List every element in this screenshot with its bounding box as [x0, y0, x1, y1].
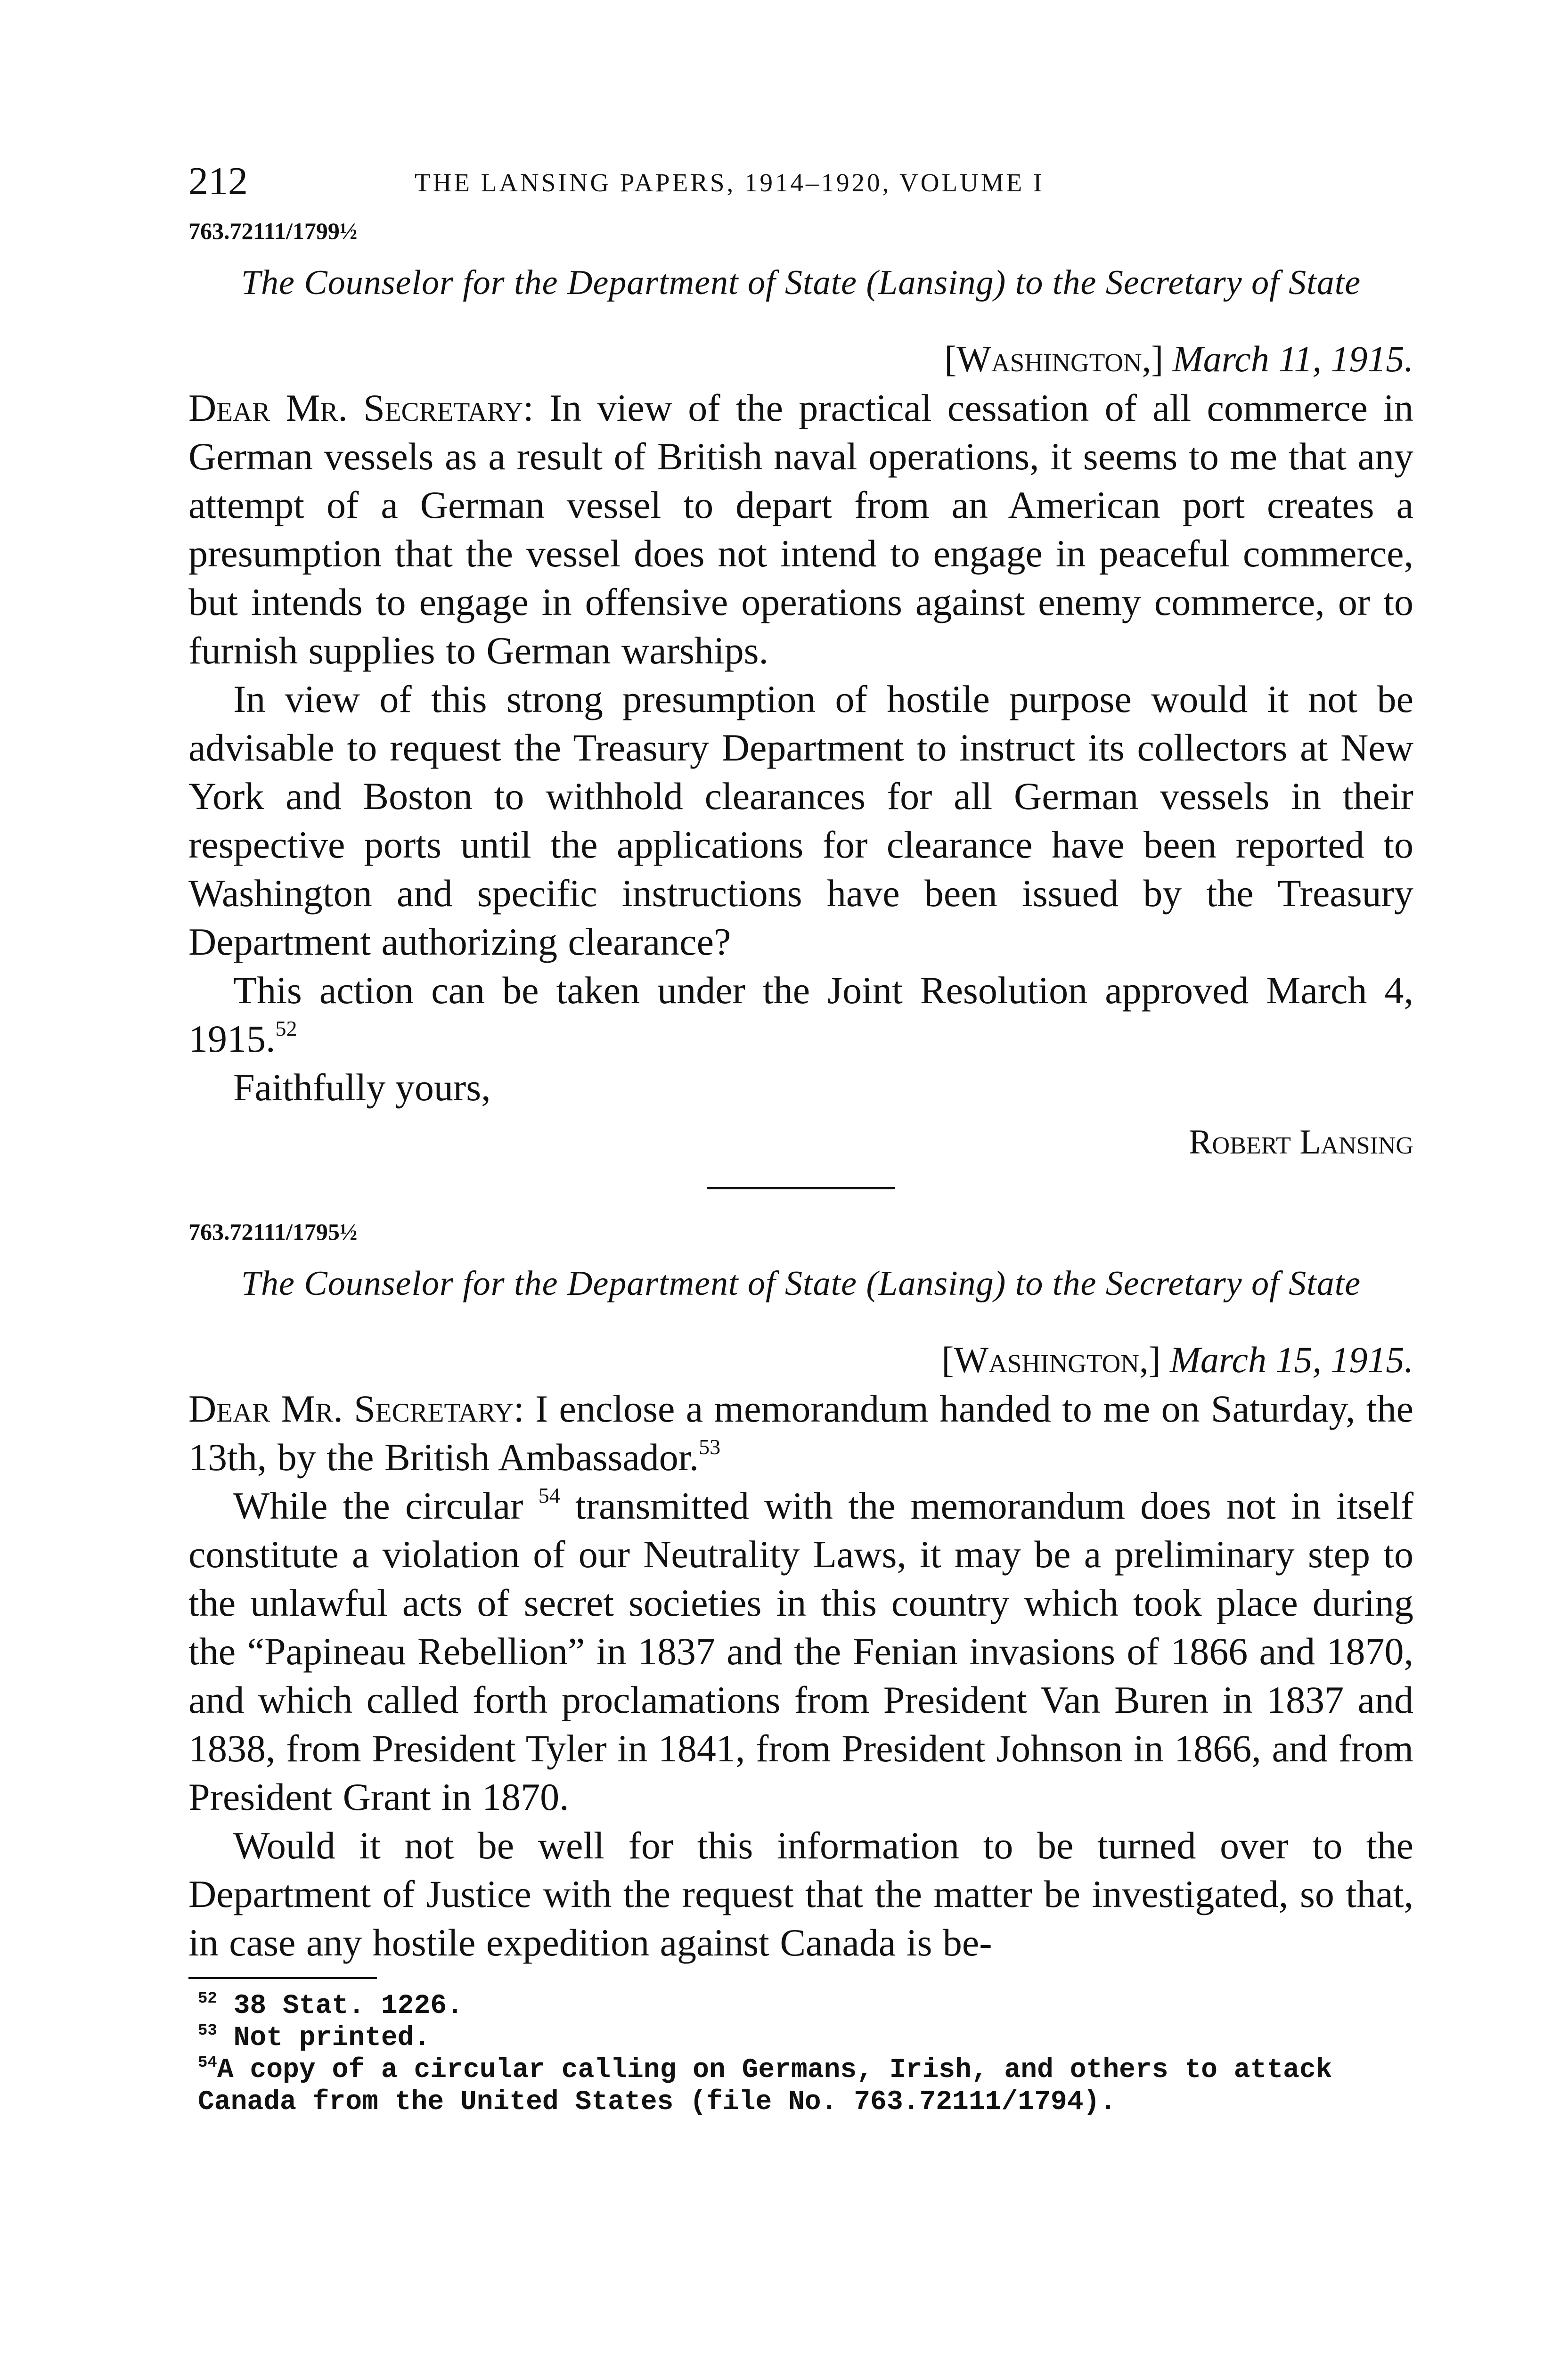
letter-heading: The Counselor for the Department of State (Lansing) to the Secretary of State	[241, 263, 1361, 302]
letter-2	[188, 1218, 1413, 1967]
dateline	[188, 335, 1413, 384]
document-page	[188, 155, 1413, 2119]
dateline-date: March 15, 1915.	[1169, 1339, 1413, 1380]
dateline-place: [Washington,]	[941, 1339, 1161, 1380]
section-divider	[707, 1187, 895, 1189]
dateline-place: [Washington,]	[944, 338, 1164, 379]
body-paragraph	[188, 1481, 1413, 1821]
salutation: Dear Mr. Secretary:	[188, 1387, 524, 1430]
dateline	[188, 1335, 1413, 1384]
footnote-number: 52	[198, 1990, 217, 2008]
footnote-reference[interactable]: 52	[275, 1016, 297, 1040]
dateline-date: March 11, 1915.	[1172, 338, 1413, 379]
footnote-number: 53	[198, 2022, 217, 2040]
paragraph-text: While the circular	[233, 1484, 523, 1527]
signature: Robert Lansing	[1189, 1123, 1413, 1162]
running-title: THE LANSING PAPERS, 1914–1920, VOLUME I	[415, 168, 1045, 197]
body-paragraph	[188, 1384, 1413, 1481]
footnote	[188, 1990, 1413, 2022]
body-paragraph	[188, 384, 1413, 675]
footnote-text: 38 Stat. 1226.	[233, 1991, 463, 2021]
paragraph-text: This action can be taken under the Joint Resolution approved March 4, 1915.	[188, 969, 1413, 1060]
footnote	[188, 2054, 1413, 2119]
running-head	[188, 155, 1413, 217]
footnote-divider	[188, 1977, 377, 1979]
body-paragraph: Would it not be well for this information to be turned over to the Department of Justice with the request that the matter be investigated, so that, in case any hostile expedition against Canada is be-	[188, 1824, 1413, 1964]
letter-1	[188, 217, 1413, 1168]
footnote-reference[interactable]: 53	[699, 1435, 721, 1459]
paragraph-text: I enclose a memorandum handed to me on Saturday, the 13th, by the British Ambassador.	[188, 1387, 1414, 1479]
footnote-text: Not printed.	[233, 2023, 431, 2053]
file-number: 763.72111/1795½	[188, 1219, 358, 1245]
body-paragraph	[188, 966, 1413, 1063]
paragraph-text: In view of the practical cessation of all commerce in German vessels as a result of British naval operations, it seems to me that any attempt of a German vessel to depart from an American port creates a presumption that the vessel does not intend to engage in peaceful commerce, but intends to engage in offensive operations against enemy commerce, or to furnish supplies to German warships.	[188, 386, 1413, 672]
salutation: Dear Mr. Secretary:	[188, 386, 534, 429]
body-paragraph: In view of this strong presumption of hostile purpose would it not be advisable to request the Treasury Department to instruct its collectors at New York and Boston to withhold clearances for all German vessels in their respective ports until the applications for clearance have been reported to Washington and specific instructions have been issued by the Treasury Department authorizing clearance?	[188, 678, 1413, 963]
footnote-number: 54	[198, 2054, 217, 2072]
footnote-text: A copy of a circular calling on Germans, Irish, and others to attack Canada from the United States (file No. 763.72111/1794).	[198, 2055, 1332, 2118]
footnotes	[188, 1990, 1413, 2119]
footnote	[188, 2022, 1413, 2054]
page-number: 212	[188, 159, 248, 203]
file-number: 763.72111/1799½	[188, 218, 358, 244]
closing: Faithfully yours,	[233, 1066, 491, 1109]
paragraph-text: transmitted with the memorandum does not in itself constitute a violation of our Neutrality Laws, it may be a preliminary step to the unlawful acts of secret societies in this country which took place during the “Papineau Rebellion” in 1837 and the Fenian invasions of 1866 and 1870, and which called forth proclamations from President Van Buren in 1837 and 1838, from President Tyler in 1841, from President Johnson in 1866, and from President Grant in 1870.	[188, 1484, 1414, 1818]
footnote-reference[interactable]: 54	[538, 1483, 560, 1507]
letter-heading: The Counselor for the Department of State (Lansing) to the Secretary of State	[241, 1264, 1361, 1303]
